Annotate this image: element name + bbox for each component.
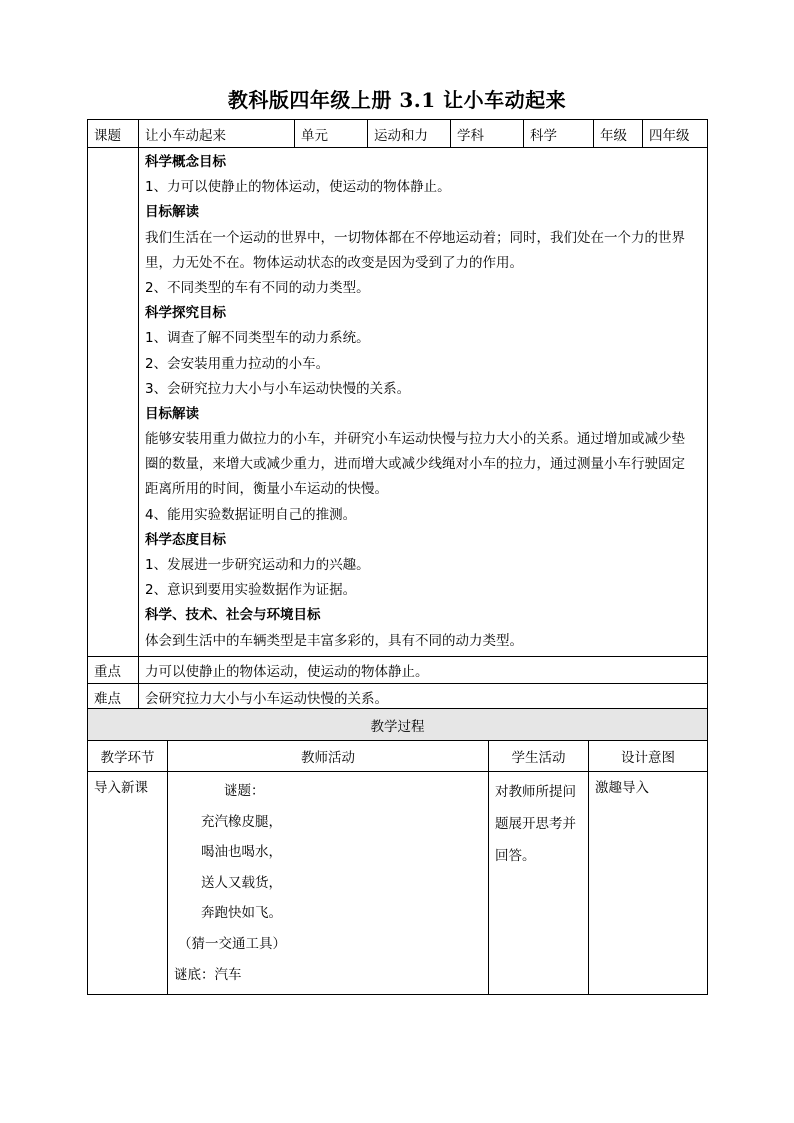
- student-activity-cell: [489, 772, 589, 995]
- objective-line: 3、会研究拉力大小与小车运动快慢的关系。: [145, 380, 411, 397]
- design-intent-cell: 激趣导入: [589, 772, 708, 995]
- objective-heading: 科学探究目标: [145, 305, 226, 322]
- student-line: 回答。: [495, 848, 536, 864]
- difficulty-label: 难点: [88, 683, 139, 710]
- objective-line: 里，力无处不在。物体运动状态的改变是因为受到了力的作用。: [145, 254, 523, 271]
- unit-value: 运动和力: [368, 120, 451, 148]
- objective-line: 我们生活在一个运动的世界中，一切物体都在不停地运动着；同时，我们处在一个力的世界: [145, 229, 685, 246]
- process-header-row: [88, 709, 708, 741]
- stage-cell: 导入新课: [88, 772, 168, 995]
- objectives-row: [88, 148, 708, 657]
- column-stage: 教学环节: [88, 741, 168, 772]
- objective-line: 圈的数量，来增大或减少重力，进而增大或减少线绳对小车的拉力，通过测量小车行驶固定: [145, 456, 685, 473]
- process-header: 教学过程: [88, 709, 708, 741]
- column-student: 学生活动: [489, 741, 589, 772]
- difficulty-row: [88, 683, 708, 710]
- process-columns-row: [88, 741, 708, 772]
- info-row: [88, 120, 708, 148]
- grade-value: 四年级: [643, 120, 708, 148]
- topic-value: 让小车动起来: [139, 120, 295, 148]
- riddle-line: 送人又载货，: [201, 874, 282, 891]
- column-intent: 设计意图: [589, 741, 708, 772]
- riddle-line: 充汽橡皮腿，: [201, 813, 282, 830]
- process-row: [88, 772, 708, 995]
- riddle-answer: 谜底：汽车: [174, 966, 242, 983]
- teacher-activity-cell: [168, 772, 489, 995]
- objective-line: 1、力可以使静止的物体运动，使运动的物体静止。: [145, 179, 451, 196]
- objective-line: 距离所用的时间，衡量小车运动的快慢。: [145, 481, 388, 498]
- unit-label: 单元: [295, 120, 368, 148]
- objective-line: 2、会安装用重力拉动的小车。: [145, 355, 330, 372]
- key-point-value: 力可以使静止的物体运动，使运动的物体静止。: [139, 656, 708, 683]
- objective-heading: 科学、技术、社会与环境目标: [145, 607, 321, 624]
- objective-line: 1、发展进一步研究运动和力的兴趣。: [145, 557, 370, 573]
- topic-label: 课题: [88, 120, 139, 148]
- riddle-line: 谜题：: [224, 783, 265, 799]
- objective-heading: 目标解读: [145, 204, 199, 221]
- document-title: 教科版四年级上册 3.1 让小车动起来: [227, 88, 567, 112]
- difficulty-value: 会研究拉力大小与小车运动快慢的关系。: [139, 683, 708, 710]
- riddle-line: 奔跑快如飞。: [201, 905, 282, 922]
- grade-label: 年级: [594, 120, 643, 148]
- riddle-hint: （猜一交通工具）: [178, 935, 286, 952]
- objective-heading: 科学概念目标: [145, 154, 226, 170]
- riddle-line: 喝油也喝水，: [201, 844, 282, 861]
- objective-line: 4、能用实验数据证明自己的推测。: [145, 506, 357, 523]
- key-point-label: 重点: [88, 656, 139, 683]
- objective-line: 体会到生活中的车辆类型是丰富多彩的，具有不同的动力类型。: [145, 632, 523, 649]
- lesson-info-table: [87, 119, 708, 711]
- objective-line: 2、意识到要用实验数据作为证据。: [145, 582, 357, 599]
- objective-line: 1、调查了解不同类型车的动力系统。: [145, 330, 370, 347]
- objective-line: 2、不同类型的车有不同的动力类型。: [145, 279, 370, 296]
- objectives-label-cell: [88, 148, 139, 657]
- student-line: 对教师所提问: [495, 784, 576, 800]
- objectives-cell: [139, 148, 708, 657]
- subject-label: 学科: [451, 120, 524, 148]
- student-line: 题展开思考并: [495, 816, 576, 832]
- objective-heading: 科学态度目标: [145, 531, 226, 548]
- objective-line: 能够安装用重力做拉力的小车，并研究小车运动快慢与拉力大小的关系。通过增加或减少垫: [145, 431, 685, 448]
- objective-heading: 目标解读: [145, 405, 199, 422]
- key-point-row: [88, 656, 708, 683]
- subject-value: 科学: [524, 120, 594, 148]
- column-teacher: 教师活动: [168, 741, 489, 772]
- teaching-process-table: [87, 708, 708, 995]
